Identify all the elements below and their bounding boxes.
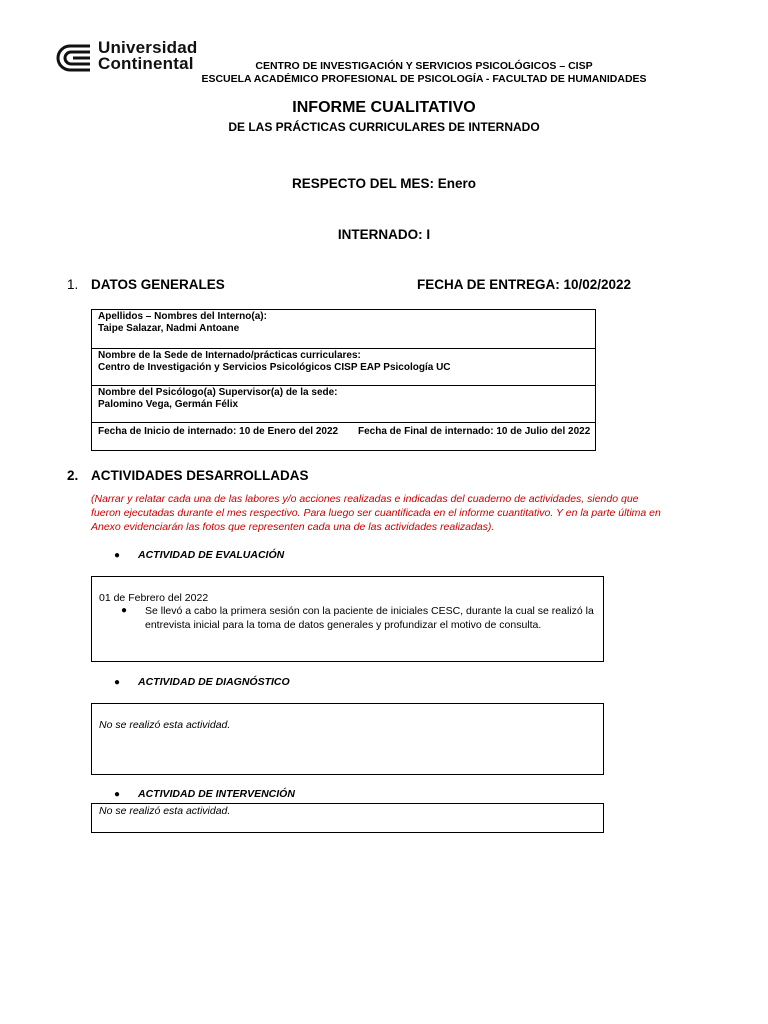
activity-box: [91, 703, 604, 775]
section1-number: 1.: [67, 277, 79, 292]
table-row: [92, 386, 595, 423]
section2-title: ACTIVIDADES DESARROLLADAS: [91, 468, 309, 483]
row-label: Nombre del Psicólogo(a) Supervisor(a) de la sede:: [98, 387, 338, 398]
header-line2: ESCUELA ACADÉMICO PROFESIONAL DE PSICOLOGÍA - FACULTAD DE HUMANIDADES: [201, 73, 647, 85]
row-value: Centro de Investigación y Servicios Psicológicos CISP EAP Psicología UC: [98, 362, 451, 373]
general-data-table: [91, 309, 596, 451]
activity-heading: ACTIVIDAD DE EVALUACIÓN: [138, 549, 285, 561]
report-subtitle: DE LAS PRÁCTICAS CURRICULARES DE INTERNADO: [228, 120, 540, 134]
bullet-icon: ●: [114, 550, 121, 561]
section1-title: DATOS GENERALES: [91, 277, 225, 292]
logo-line1: Universidad: [98, 38, 198, 57]
row-label: Apellidos – Nombres del Interno(a):: [98, 311, 267, 322]
header-line1: CENTRO DE INVESTIGACIÓN Y SERVICIOS PSICOLÓGICOS – CISP: [255, 60, 593, 72]
row-label: Nombre de la Sede de Internado/prácticas curriculares:: [98, 350, 361, 361]
report-title: INFORME CUALITATIVO: [292, 99, 476, 116]
activity-date: 01 de Febrero del 2022: [99, 592, 209, 604]
start-date: Fecha de Inicio de internado: 10 de Enero del 2022: [98, 426, 339, 437]
activity-heading: ACTIVIDAD DE DIAGNÓSTICO: [138, 676, 290, 688]
activity-heading: ACTIVIDAD DE INTERVENCIÓN: [138, 788, 295, 800]
table-row: [92, 349, 595, 386]
row-value: Taipe Salazar, Nadmi Antoane: [98, 323, 240, 334]
row-value: Palomino Vega, Germán Félix: [98, 399, 239, 410]
table-row: [92, 310, 595, 349]
activity-text: No se realizó esta actividad.: [99, 719, 231, 731]
end-date: Fecha de Final de internado: 10 de Julio del 2022: [358, 426, 591, 437]
activity-box: [91, 576, 604, 662]
bullet-icon: ●: [121, 605, 128, 616]
delivery-date: FECHA DE ENTREGA: 10/02/2022: [417, 277, 632, 292]
activity-text: No se realizó esta actividad.: [99, 805, 231, 817]
bullet-icon: ●: [114, 677, 121, 688]
report-internado: INTERNADO: I: [337, 227, 431, 242]
bullet-icon: ●: [114, 789, 121, 800]
logo-line2: Continental: [98, 54, 194, 73]
table-row: [92, 423, 595, 450]
section2-number: 2.: [67, 468, 79, 483]
section2-instructions: (Narrar y relatar cada una de las labores y/o acciones realizadas e indicadas del cuaderno de actividades, siendo que fueron ejecutadas durante el mes respectivo. Para luego ser cuantificada en el informe cuantitativo. Y en la parte última en Anexo evidenciarán las fotos que representen cada una de las actividades realizadas).: [91, 493, 661, 533]
activity-box: [91, 803, 604, 833]
activity-text: Se llevó a cabo la primera sesión con la paciente de iniciales CESC, durante la cual se realizó la entrevista inicial para la toma de datos generales y profundizar el motivo de consulta.: [145, 605, 594, 631]
report-month: RESPECTO DEL MES: Enero: [291, 176, 477, 191]
